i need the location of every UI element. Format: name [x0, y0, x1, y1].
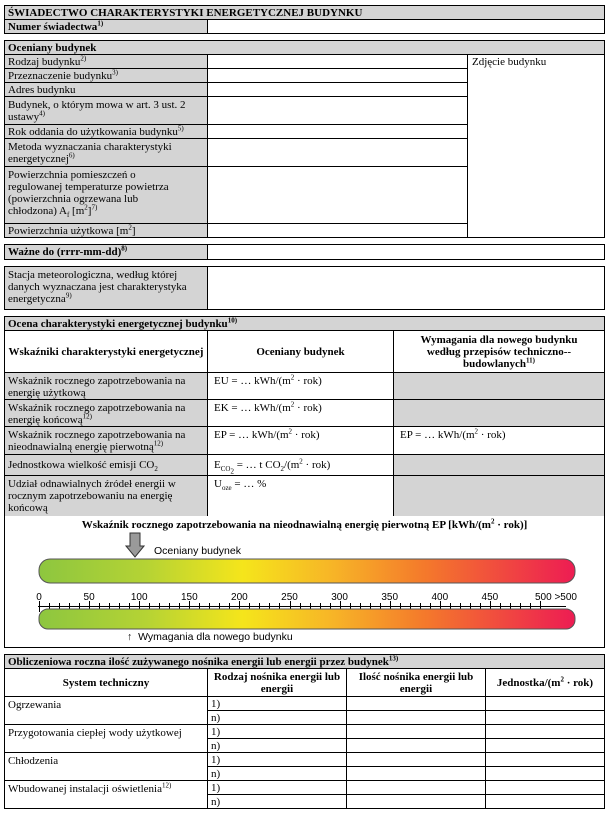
ep-scale-title: Wskaźnik rocznego zapotrzebowania na nieodnawialną energię pierwotną EP $[kWh/(m^2 \cdot rok)]$	[81, 517, 528, 531]
photo-box: Zdjęcie budynku	[467, 54, 605, 238]
building-year-field[interactable]	[207, 124, 468, 139]
building-year-label: Rok oddania do użytkowania budynku$^{5)}$	[4, 124, 208, 139]
building-art3-label: Budynek, o którym mowa w art. 3 ust. 2 ustawy$^{4)}$	[4, 96, 208, 125]
co2-label: Jednostkowa wielkość emisji $CO_2$	[4, 454, 208, 476]
ep-value[interactable]: EP = … kWh/$(m^2 \cdot rok)$	[207, 426, 394, 455]
requirement-marker-label: ↑ Wymagania dla nowego budynku	[127, 631, 293, 643]
scale-tick-label: 50	[83, 592, 95, 603]
usable-area-label: Powierzchnia użytkowa $[m^2]$	[4, 223, 208, 238]
requirements-header: Wymagania dla nowego budynku według przepisów techniczno--budowlanych$^{11)}$	[393, 330, 605, 373]
system-cooling-unit-1[interactable]	[485, 752, 605, 767]
building-type-field[interactable]	[207, 54, 468, 69]
heated-area-field[interactable]	[207, 166, 468, 224]
building-purpose-label: Przeznaczenie budynku$^{3)}$	[4, 68, 208, 83]
carrier-amount-header: Ilość nośnika energii lub energii	[346, 668, 486, 697]
system-heating-rn[interactable]: n)	[207, 710, 347, 725]
scale-tick-label: 450	[481, 592, 499, 603]
system-heating-unit-1[interactable]	[485, 696, 605, 711]
system-cooling-amount-1[interactable]	[346, 752, 486, 767]
scale-tick-label: 0	[36, 592, 42, 603]
weather-station-field[interactable]	[207, 266, 605, 310]
system-cooling-rn[interactable]: n)	[207, 766, 347, 781]
system-lighting-amount-n[interactable]	[346, 794, 486, 809]
system-header: System techniczny	[4, 668, 208, 697]
system-heating-amount-n[interactable]	[346, 710, 486, 725]
oze-label: Udział odnawialnych źródeł energii w rocznym zapotrzebowaniu na energię końcową	[4, 475, 208, 517]
system-lighting-unit-1[interactable]	[485, 780, 605, 795]
system-cooling-unit-n[interactable]	[485, 766, 605, 781]
calc-method-field[interactable]	[207, 138, 468, 167]
system-hot-water-amount-1[interactable]	[346, 724, 486, 739]
scale-tick-label: 200	[231, 592, 248, 603]
scale-tick-label: 350	[381, 592, 399, 603]
valid-until-label: Ważne do (rrrr-mm-dd)$^{8)}$	[4, 244, 208, 260]
certificate-number-field[interactable]	[207, 19, 605, 34]
system-cooling-r1[interactable]: 1)	[207, 752, 347, 767]
assessed-building-header: Oceniany budynek	[207, 330, 394, 373]
eu-label: Wskaźnik rocznego zapotrzebowania na energię użytkową	[4, 372, 208, 400]
certificate-number-label: Numer świadectwa$^{1)}$	[4, 19, 208, 34]
system-lighting-amount-1[interactable]	[346, 780, 486, 795]
ek-requirement	[393, 399, 605, 427]
system-cooling-label: Chłodzenia	[4, 752, 208, 781]
co2-value[interactable]: $E_{CO_2}$ = … t $CO_2/(m^2 \cdot rok)$	[207, 454, 394, 476]
consumption-section-title: Obliczeniowa roczna ilość zużywanego nośnika energii lub energii przez budynek$^{13)}$	[4, 654, 605, 669]
system-hot-water-label: Przygotowania ciepłej wody użytkowej	[4, 724, 208, 753]
system-heating-label: Ogrzewania	[4, 696, 208, 725]
unit-header: Jednostka/$(m^2 \cdot rok)$	[485, 668, 605, 697]
eu-value[interactable]: EU = … kWh/$(m^2 \cdot rok)$	[207, 372, 394, 400]
building-address-field[interactable]	[207, 82, 468, 97]
system-heating-r1[interactable]: 1)	[207, 696, 347, 711]
ep-requirement[interactable]: EP = … kWh/$(m^2 \cdot rok)$	[393, 426, 605, 455]
scale-tick-label: 500 >500	[535, 592, 577, 603]
system-hot-water-amount-n[interactable]	[346, 738, 486, 753]
up-arrow-icon: ↑	[127, 631, 133, 643]
scale-tick-label: 150	[180, 592, 198, 603]
assessed-building-marker-label: Oceniany budynek	[154, 545, 241, 557]
valid-until-field[interactable]	[207, 244, 605, 260]
building-purpose-field[interactable]	[207, 68, 468, 83]
ep-gradient-bar-bottom	[38, 608, 576, 630]
co2-requirement	[393, 454, 605, 476]
system-lighting-unit-n[interactable]	[485, 794, 605, 809]
heated-area-label: Powierzchnia pomieszczeń o regulowanej temperaturze powietrza (powierzchnia ogrzewana lub chłodzona) $A_f$ $[m^2]^{7)}$	[4, 166, 208, 224]
system-heating-amount-1[interactable]	[346, 696, 486, 711]
eu-requirement	[393, 372, 605, 400]
ep-gradient-bar-top	[38, 558, 576, 584]
system-heating-unit-n[interactable]	[485, 710, 605, 725]
oze-value[interactable]: $U_{oze}$ = … %	[207, 475, 394, 517]
ek-value[interactable]: EK = … kWh/$(m^2 \cdot rok)$	[207, 399, 394, 427]
building-address-label: Adres budynku	[4, 82, 208, 97]
weather-station-label: Stacja meteorologiczna, według której danych wyznaczana jest charakterystyka energetyczna$^{9)}$	[4, 266, 208, 310]
building-art3-field[interactable]	[207, 96, 468, 125]
carrier-type-header: Rodzaj nośnika energii lub energii	[207, 668, 347, 697]
ep-scale-axis	[38, 606, 566, 607]
system-lighting-r1[interactable]: 1)	[207, 780, 347, 795]
scale-tick-label: 300	[331, 592, 348, 603]
assessed-arrow-icon	[125, 532, 145, 558]
oze-requirement	[393, 475, 605, 517]
system-lighting-label: Wbudowanej instalacji oświetlenia$^{12)}$	[4, 780, 208, 809]
system-lighting-rn[interactable]: n)	[207, 794, 347, 809]
system-hot-water-rn[interactable]: n)	[207, 738, 347, 753]
indicators-header: Wskaźniki charakterystyki energetycznej	[4, 330, 208, 373]
scale-tick-label: 100	[130, 592, 148, 603]
building-type-label: Rodzaj budynku$^{2)}$	[4, 54, 208, 69]
system-hot-water-r1[interactable]: 1)	[207, 724, 347, 739]
scale-tick-label: 400	[431, 592, 449, 603]
ep-label: Wskaźnik rocznego zapotrzebowania na nieodnawialną energię pierwotną$^{12)}$	[4, 426, 208, 455]
ek-label: Wskaźnik rocznego zapotrzebowania na energię końcową$^{12)}$	[4, 399, 208, 427]
calc-method-label: Metoda wyznaczania charakterystyki energetycznej$^{6)}$	[4, 138, 208, 167]
scale-tick-label: 250	[281, 592, 298, 603]
system-hot-water-unit-1[interactable]	[485, 724, 605, 739]
system-hot-water-unit-n[interactable]	[485, 738, 605, 753]
assessment-section-title: Ocena charakterystyki energetycznej budynku$^{10)}$	[4, 316, 605, 331]
system-cooling-amount-n[interactable]	[346, 766, 486, 781]
building-section-title: Oceniany budynek	[4, 40, 605, 55]
certificate-title: ŚWIADECTWO CHARAKTERYSTYKI ENERGETYCZNEJ BUDYNKU	[4, 5, 605, 20]
usable-area-field[interactable]	[207, 223, 468, 238]
